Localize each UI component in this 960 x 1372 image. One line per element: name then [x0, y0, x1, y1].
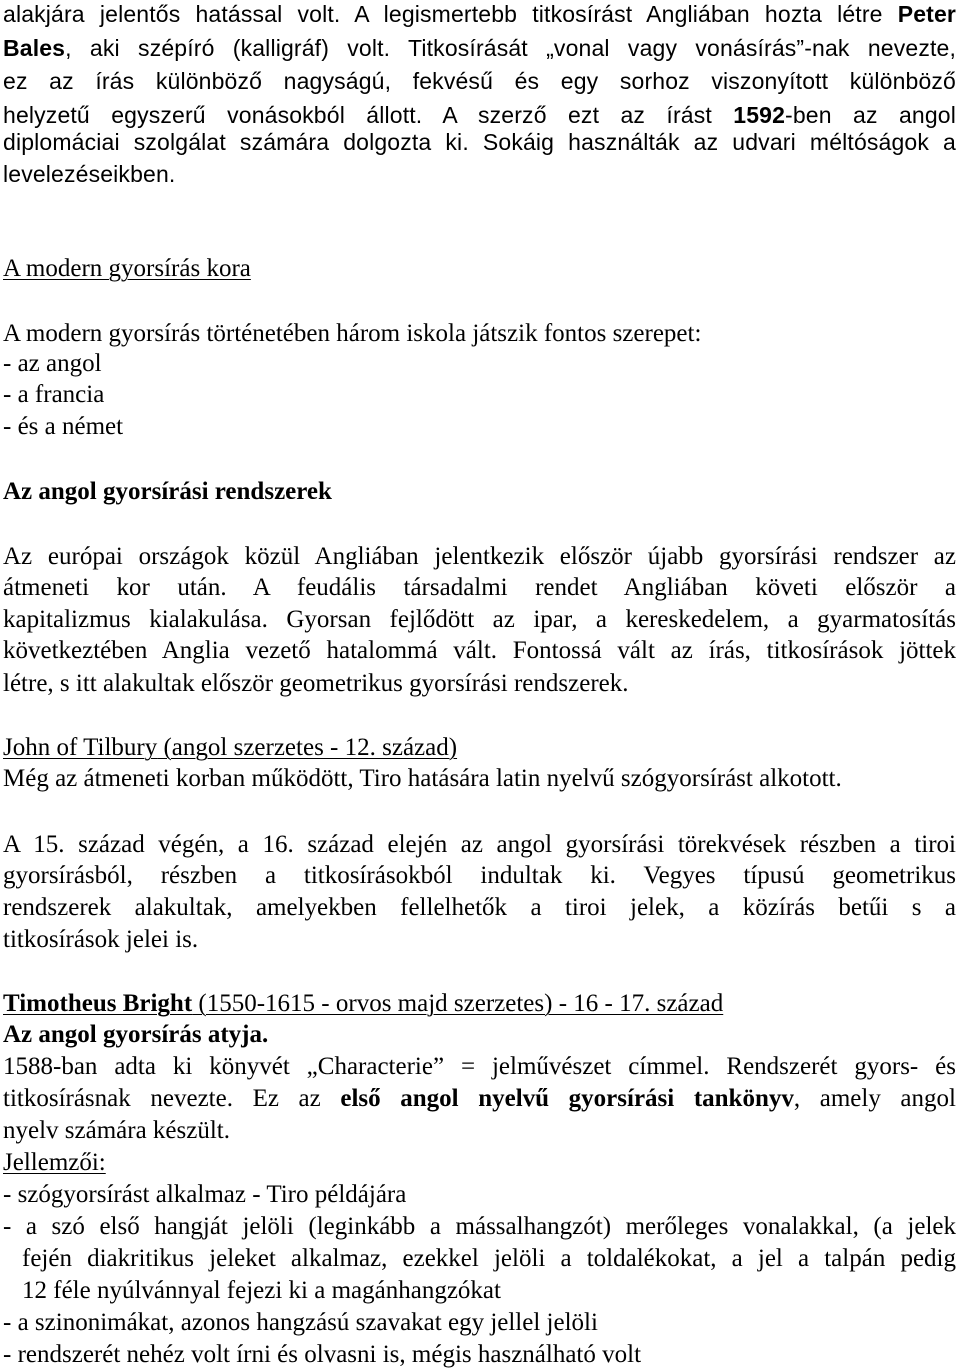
paragraph-line: nyelv számára készült.: [3, 1117, 230, 1144]
name-bold: Peter: [897, 1, 956, 27]
feature-item: - rendszerét nehéz volt írni és olvasni is, mégis használható volt: [3, 1341, 642, 1368]
intro-line-3: ez az írás különböző nagyságú, fekvésű és egy sorhoz viszonyított különböző: [3, 68, 956, 94]
intro-line-6: levelezéseikben.: [3, 161, 176, 187]
person-name: John of Tilbury: [3, 734, 158, 761]
intro-text: -ben az angol: [785, 102, 956, 128]
feature-item: - szógyorsírást alkalmaz - Tiro példájára: [3, 1181, 407, 1208]
feature-item: - a szinonimákat, azonos hangzású szavakat egy jellel jelöli: [3, 1309, 598, 1336]
person-info: (angol szerzetes - 12. század): [157, 734, 458, 761]
paragraph-line: létre, s itt alakultak először geometrikus gyorsírási rendszerek.: [3, 670, 629, 697]
feature-item-continued: 12 féle nyúlvánnyal fejezi ki a magánhangzókat: [22, 1277, 501, 1304]
paragraph-line: A 15. század végén, a 16. század elején az angol gyorsírási törekvések részben a tiroi: [3, 831, 956, 858]
intro-line-1: [3, 0, 956, 31]
paragraph-line: titkosírások jelei is.: [3, 926, 199, 953]
paragraph-line: kapitalizmus kialakulása. Gyorsan fejlődött az ipar, a kereskedelem, a gyarmatosítás: [3, 606, 956, 633]
paragraph-line: 1588-ban adta ki könyvét „Characterie” = jelművészet címmel. Rendszerét gyors- és: [3, 1053, 956, 1080]
intro-line-2: [3, 31, 956, 65]
bright-heading: [3, 987, 956, 1021]
school-item: - az angol: [3, 350, 102, 377]
section-heading-english: Az angol gyorsírási rendszerek: [3, 478, 332, 505]
paragraph-line: rendszerek alakultak, amelyekben fellelhetők a tiroi jelek, a közírás betűi s a: [3, 894, 956, 921]
emphasis-bold: első angol nyelvű gyorsírási tankönyv: [340, 1085, 794, 1112]
intro-text: , aki szépíró (kalligráf) volt. Titkosírását „vonal vagy vonásírás”-nak nevezte,: [65, 35, 956, 61]
section-heading-modern: A modern gyorsírás kora: [3, 255, 251, 282]
intro-text: helyzetű egyszerű vonásokból állott. A szerző ezt az írást: [3, 102, 734, 128]
paragraph-line: [3, 1082, 956, 1116]
feature-item-continued: fején diakritikus jeleket alkalmaz, ezekkel jelöli a toldalékokat, a jel a talpán pedig: [22, 1245, 956, 1272]
school-item: - és a német: [3, 413, 124, 440]
year-bold: 1592: [733, 102, 786, 128]
school-item: - a francia: [3, 381, 105, 408]
intro-line-5: diplomáciai szolgálat számára dolgozta ki. Sokáig használták az udvari méltóságok a: [3, 129, 956, 155]
text-span: , amely angol: [793, 1085, 956, 1112]
feature-item: - a szó első hangját jelöli (leginkább a mássalhangzót) merőleges vonalakkal, (a jelek: [3, 1213, 956, 1240]
person-name: Timotheus Bright: [3, 990, 193, 1017]
paragraph-line: gyorsírásból, részben a titkosírásokból indultak ki. Vegyes típusú geometrikus: [3, 862, 956, 889]
intro-text: alakjára jelentős hatással volt. A legismertebb titkosírást Angliában hozta létre: [3, 1, 898, 27]
tilbury-heading: [3, 731, 956, 765]
paragraph-line: következtében Anglia vezető hatalommá vált. Fontossá vált az írás, titkosírások jöttek: [3, 637, 956, 664]
name-bold: Bales: [3, 35, 66, 61]
modern-intro: A modern gyorsírás történetében három iskola játszik fontos szerepet:: [3, 320, 702, 347]
bright-subtitle: Az angol gyorsírás atyja.: [3, 1021, 269, 1048]
person-info: (1550-1615 - orvos majd szerzetes) - 16 - 17. század: [192, 990, 724, 1017]
tilbury-desc: Még az átmeneti korban működött, Tiro hatására latin nyelvű szógyorsírást alkotott.: [3, 765, 842, 792]
paragraph-line: átmeneti kor után. A feudális társadalmi rendet Angliában követi először a: [3, 574, 956, 601]
features-heading: Jellemzői:: [3, 1149, 106, 1176]
text-span: titkosírásnak nevezte. Ez az: [3, 1085, 341, 1112]
paragraph-line: Az európai országok közül Angliában jelentkezik először újabb gyorsírási rendszer az: [3, 543, 956, 570]
